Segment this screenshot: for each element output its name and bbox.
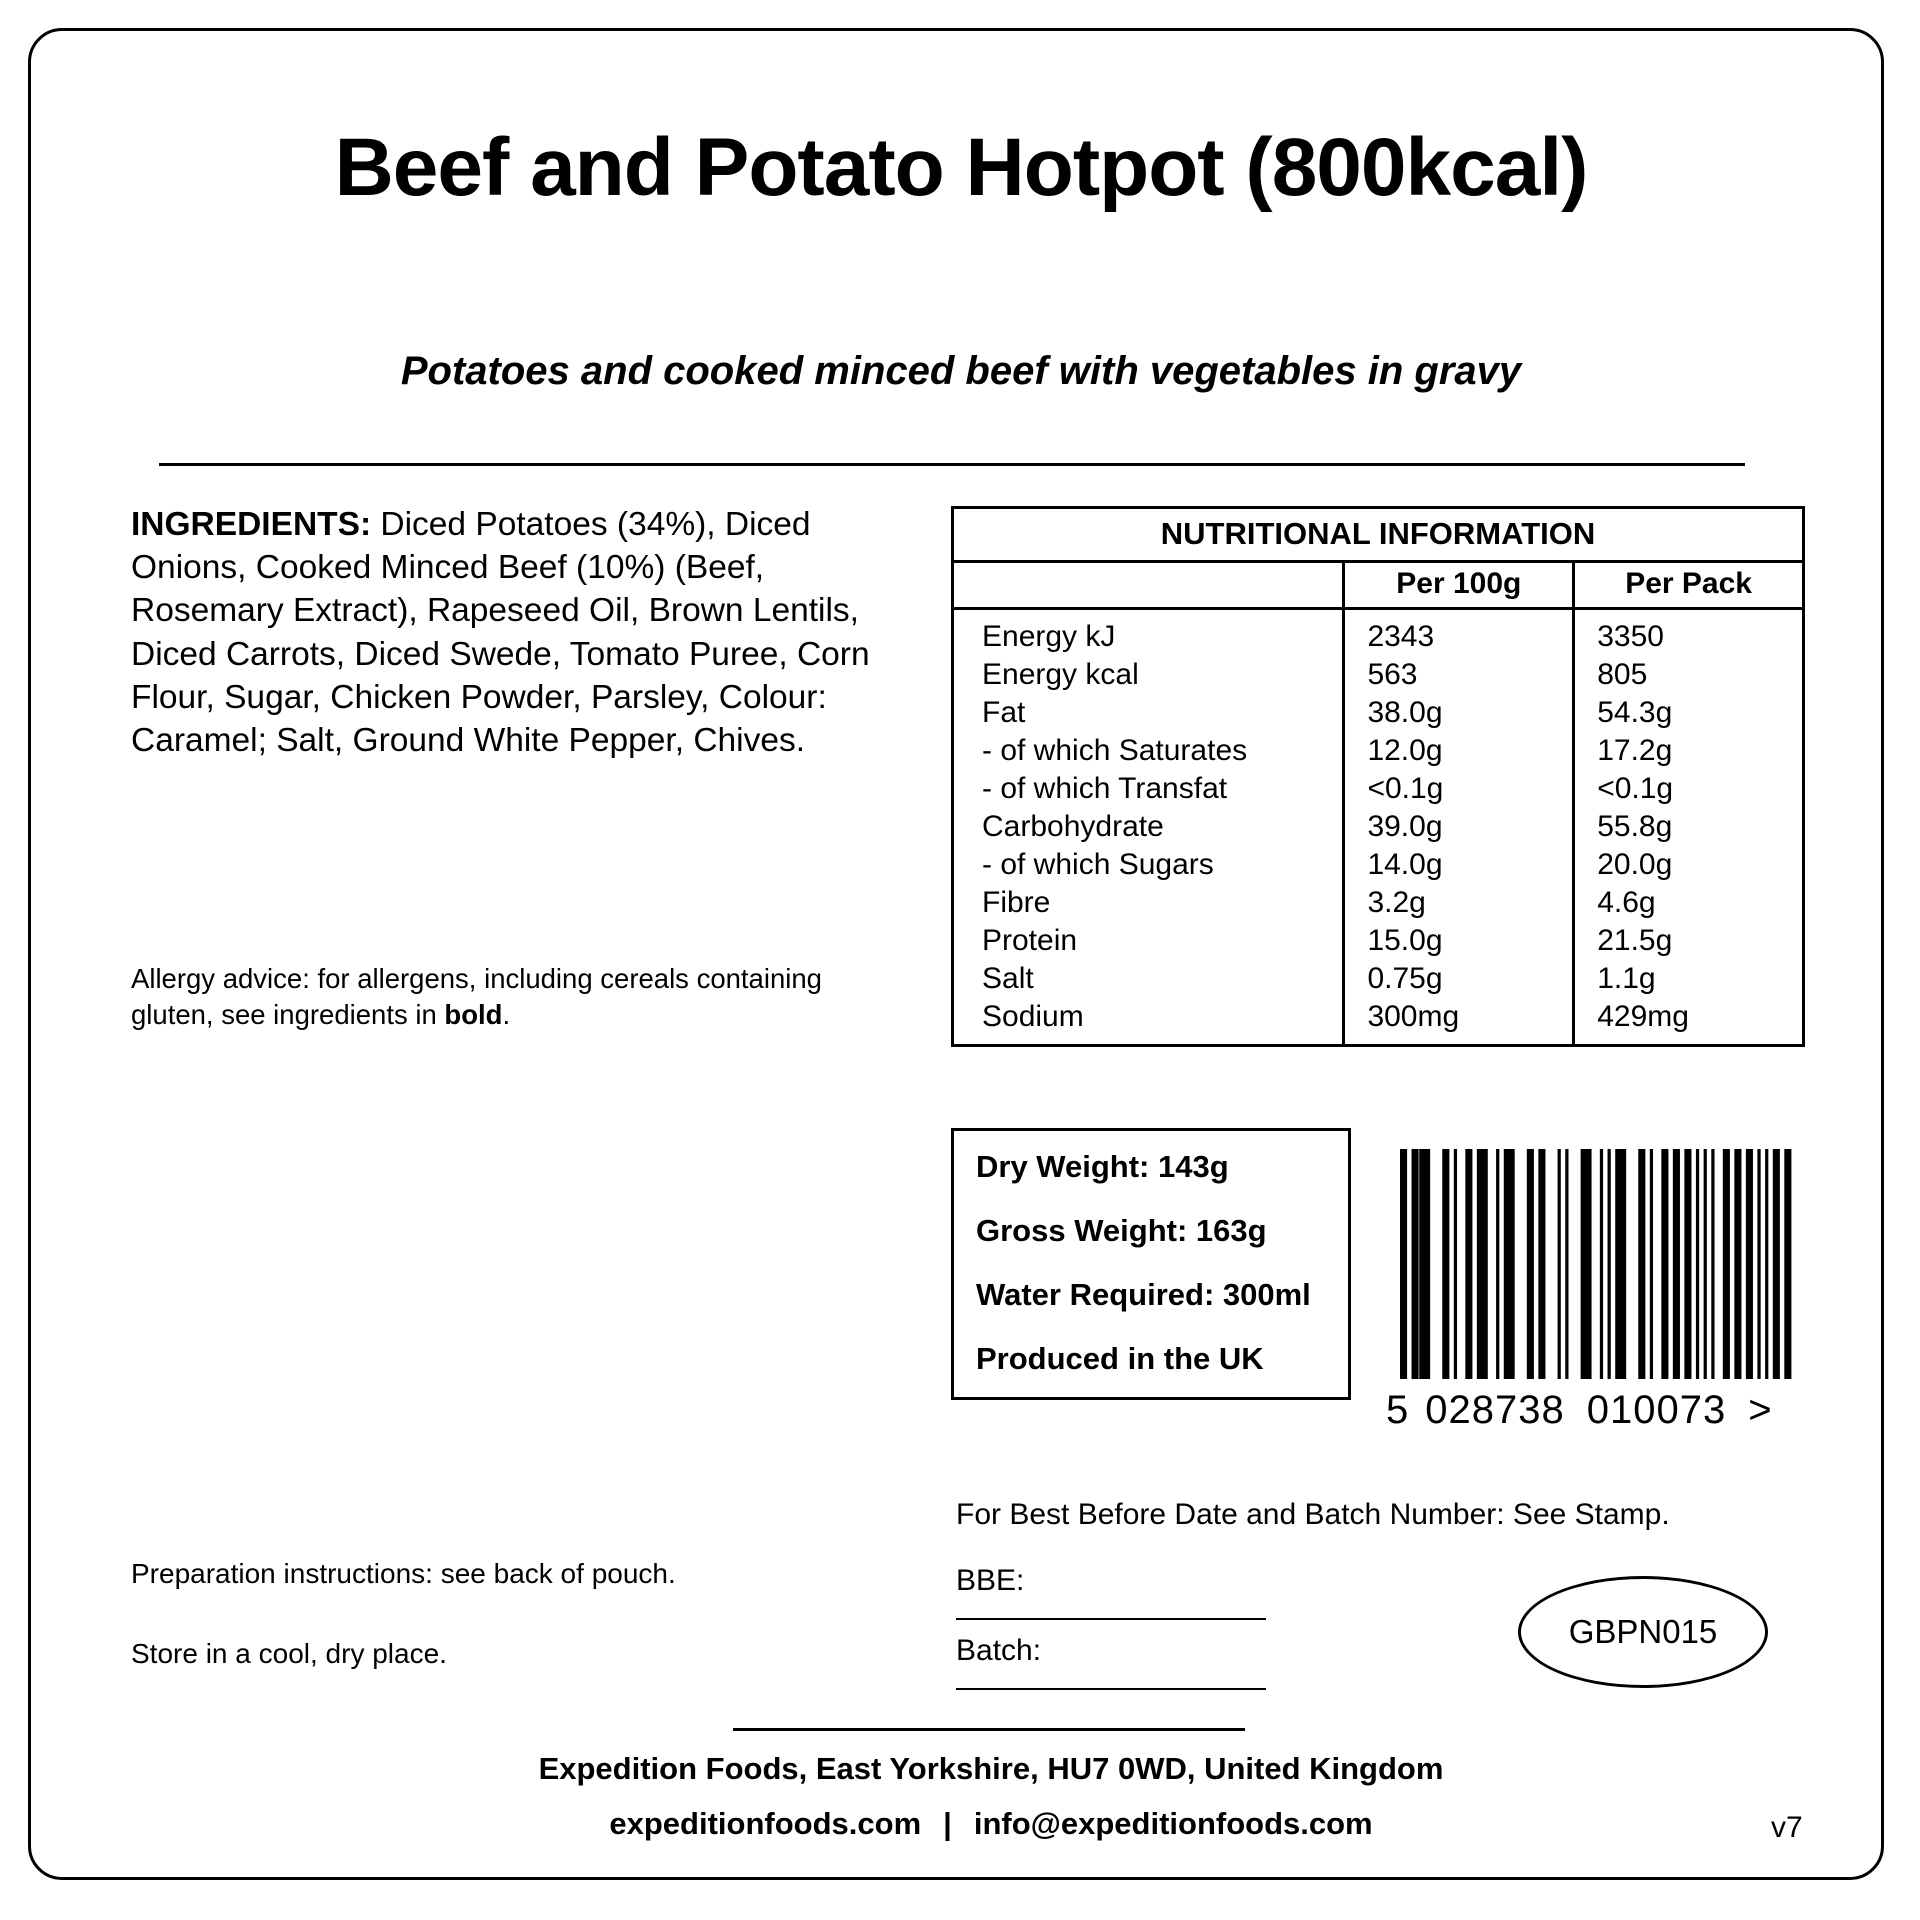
nutrition-row-per100g: 38.0g [1344,694,1574,732]
barcode-group-1: 028738 [1425,1388,1565,1432]
batch-label: Batch: [956,1634,1042,1667]
nutrition-table-box [951,506,1805,1047]
nutrition-row-perpack: 1.1g [1597,962,1656,995]
nutrition-row-name: Carbohydrate [954,808,1344,846]
nutrition-row-per100g: 15.0g [1344,922,1574,960]
approval-code-badge: GBPN015 [1518,1576,1768,1688]
nutrition-row-perpack: 21.5g [1597,924,1673,957]
company-contact [191,1806,1791,1842]
nutrition-row-per100g: 2343 [1344,609,1574,657]
allergy-text-part2: . [502,998,511,1030]
version-label: v7 [1771,1811,1803,1844]
dry-weight: Dry Weight: 143g [976,1149,1229,1184]
country-of-origin: Produced in the UK [976,1341,1264,1376]
ingredients-block [131,503,911,762]
nutrition-table [954,563,1802,1044]
barcode-lead-digit: 5 [1386,1388,1410,1432]
nutrition-row-perpack: 55.8g [1597,810,1673,843]
ingredients-text: Diced Potatoes (34%), Diced Onions, Cooked Minced Beef (10%) (Beef, Rosemary Extract), Rapeseed Oil, Brown Lentils, Diced Carrots, Diced Swede, Tomato Puree, Corn Flour, Sugar, Chicken Powder, Parsley, Colour: Caramel; Salt, Ground White Pepper, Chives. [131,506,870,760]
preparation-instructions: Preparation instructions: see back of pouch. [131,1558,676,1589]
nutrition-row [954,694,1802,732]
company-address: Expedition Foods, East Yorkshire, HU7 0WD, United Kingdom [538,1751,1444,1786]
allergy-advice [131,961,901,1033]
barcode-bars [1400,1149,1792,1379]
nutrition-row-name: Protein [954,922,1344,960]
contact-separator: | [943,1806,952,1841]
product-label [28,28,1884,1880]
bbe-label: BBE: [956,1564,1025,1597]
barcode-digits [1386,1388,1806,1433]
nutrition-header-blank [954,563,1344,609]
product-subtitle: Potatoes and cooked minced beef with vegetables in gravy [400,349,1522,393]
nutrition-row-name: Salt [954,960,1344,998]
nutrition-row-perpack: <0.1g [1597,772,1674,805]
nutrition-row [954,884,1802,922]
nutrition-row [954,998,1802,1044]
nutrition-row-per100g: 300mg [1344,998,1574,1044]
nutrition-row [954,922,1802,960]
nutrition-row-perpack: 4.6g [1597,886,1656,919]
ingredients-heading: INGREDIENTS: [131,506,372,543]
nutrition-row-name: Energy kcal [954,656,1344,694]
nutrition-row-name: - of which Saturates [954,732,1344,770]
best-before-note: For Best Before Date and Batch Number: See Stamp. [956,1498,1670,1531]
nutrition-row-perpack: 3350 [1597,620,1664,653]
nutrition-row-per100g: 14.0g [1344,846,1574,884]
water-required: Water Required: 300ml [976,1277,1311,1312]
nutrition-row-per100g: 563 [1344,656,1574,694]
barcode [1386,1149,1806,1433]
weights-box [951,1128,1351,1400]
nutrition-row [954,732,1802,770]
nutrition-row-per100g: <0.1g [1344,770,1574,808]
email-link[interactable]: info@expeditionfoods.com [973,1806,1373,1841]
nutrition-row-perpack: 805 [1597,658,1648,691]
nutrition-row-per100g: 12.0g [1344,732,1574,770]
nutrition-row [954,846,1802,884]
nutrition-title: NUTRITIONAL INFORMATION [954,509,1802,563]
nutrition-row-perpack: 429mg [1597,1000,1689,1033]
page-title: Beef and Potato Hotpot (800kcal) [334,122,1588,213]
nutrition-row-name: Fat [954,694,1344,732]
nutrition-row-name: Fibre [954,884,1344,922]
divider-bottom [733,1728,1245,1731]
bbe-write-line [956,1618,1266,1620]
gross-weight: Gross Weight: 163g [976,1213,1267,1248]
nutrition-row-perpack: 54.3g [1597,696,1673,729]
nutrition-row [954,960,1802,998]
nutrition-row-per100g: 3.2g [1344,884,1574,922]
website-link[interactable]: expeditionfoods.com [609,1806,922,1841]
nutrition-row-name: - of which Sugars [954,846,1344,884]
nutrition-row-perpack: 17.2g [1597,734,1673,767]
nutrition-row [954,656,1802,694]
divider-top [159,463,1745,466]
barcode-trailing: > [1748,1388,1773,1432]
nutrition-row-name: - of which Transfat [954,770,1344,808]
nutrition-header-perpack: Per Pack [1574,563,1802,609]
allergy-text-part1: Allergy advice: for allergens, including cereals containing gluten, see ingredients in [131,963,822,1030]
nutrition-row-per100g: 0.75g [1344,960,1574,998]
nutrition-header-row [954,563,1802,609]
nutrition-row-name: Sodium [954,998,1344,1044]
nutrition-header-per100g: Per 100g [1344,563,1574,609]
storage-instructions: Store in a cool, dry place. [131,1638,447,1669]
nutrition-row [954,609,1802,657]
allergy-bold-word: bold [444,998,503,1030]
nutrition-row [954,770,1802,808]
nutrition-row-perpack: 20.0g [1597,848,1673,881]
nutrition-row [954,808,1802,846]
batch-write-line [956,1688,1266,1690]
nutrition-row-per100g: 39.0g [1344,808,1574,846]
barcode-group-2: 010073 [1586,1388,1727,1432]
nutrition-row-name: Energy kJ [954,609,1344,657]
